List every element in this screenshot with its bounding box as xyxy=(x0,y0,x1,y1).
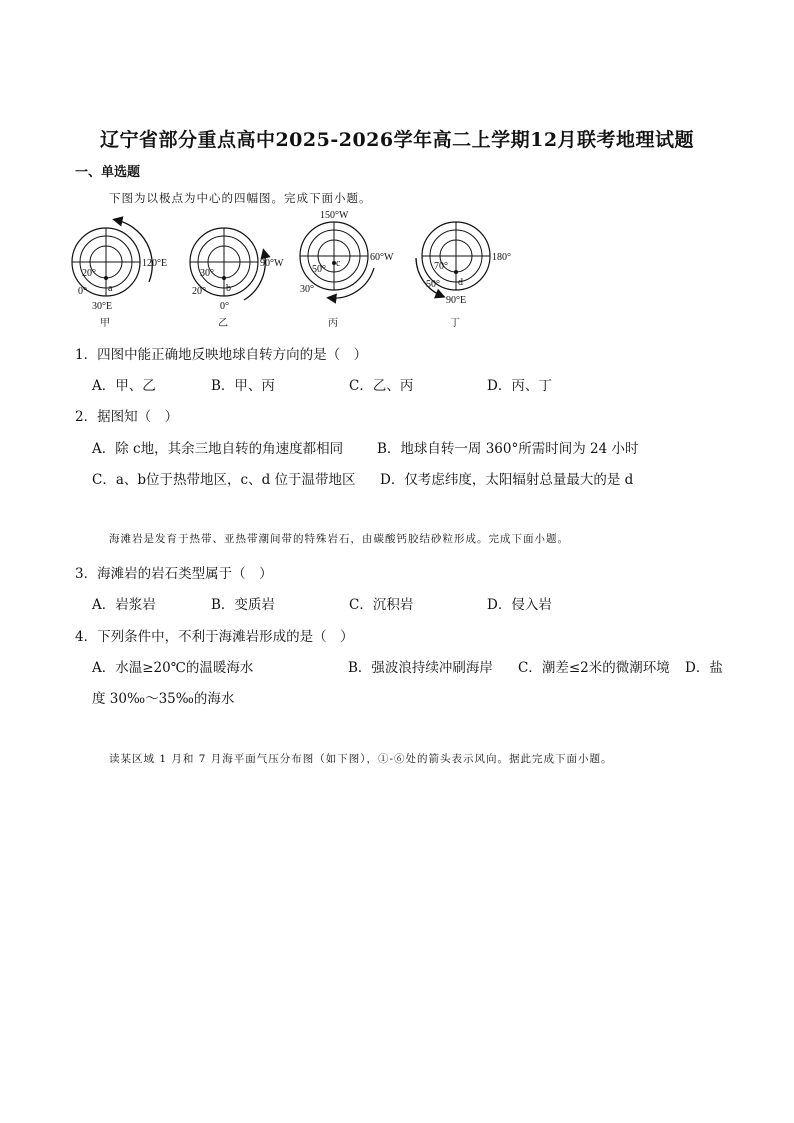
yi-point: b xyxy=(226,283,231,294)
q3-option-d: D．侵入岩 xyxy=(487,597,552,613)
jia-lon-bottom: 30°E xyxy=(92,301,113,312)
diagram-yi xyxy=(190,228,284,329)
jia-point: a xyxy=(108,283,113,294)
jia-lon-right: 120°E xyxy=(142,258,168,269)
intro-text-3: 读某区域 1 月和 7 月海平面气压分布图（如下图），①-⑥处的箭头表示风向。据此完成下面小题。 xyxy=(109,753,613,765)
question-3: 3．海滩岩的岩石类型属于（ ） xyxy=(75,566,273,582)
bing-lat2: 30° xyxy=(300,284,314,295)
yi-lat2: 20° xyxy=(192,286,206,297)
diagram-ding xyxy=(416,222,511,329)
yi-caption: 乙 xyxy=(218,318,228,329)
q2-option-b: B．地球自转一周 360°所需时间为 24 小时 xyxy=(377,441,639,457)
q1-option-d: D．丙、丁 xyxy=(487,378,552,394)
diagram-jia xyxy=(72,220,167,329)
polar-diagrams xyxy=(60,210,540,340)
section-heading: 一、单选题 xyxy=(75,165,141,180)
q4-option-c: C．潮差≤2米的微潮环境 xyxy=(518,660,670,676)
q4-option-a: A．水温≥20℃的温暖海水 xyxy=(92,660,254,676)
q1-option-c: C．乙、丙 xyxy=(349,378,414,394)
q3-option-a: A．岩浆岩 xyxy=(92,597,156,613)
q4-option-b: B．强波浪持续冲刷海岸 xyxy=(348,660,493,676)
q3-option-b: B．变质岩 xyxy=(211,597,275,613)
intro-text-2: 海滩岩是发育于热带、亚热带潮间带的特殊岩石，由碳酸钙胶结砂粒形成。完成下面小题。 xyxy=(109,533,569,545)
question-2: 2．据图知（ ） xyxy=(75,409,179,425)
question-4: 4．下列条件中，不利于海滩岩形成的是（ ） xyxy=(75,629,354,645)
intro-text-1: 下图为以极点为中心的四幅图。完成下面小题。 xyxy=(109,191,372,205)
ding-lat2: 50° xyxy=(426,279,440,290)
q2-option-a: A．除 c地，其余三地自转的角速度都相同 xyxy=(92,441,344,457)
diagram-bing xyxy=(300,210,394,329)
jia-lat1: 20° xyxy=(82,268,96,279)
ding-lon-bottom: 90°E xyxy=(446,295,467,306)
question-1: 1．四图中能正确地反映地球自转方向的是（ ） xyxy=(75,347,368,363)
q4-option-d-continued: 度 30‰～35‰的海水 xyxy=(92,691,235,707)
ding-caption: 丁 xyxy=(450,318,460,329)
bing-point: c xyxy=(336,258,341,269)
polar-diagrams-svg xyxy=(60,210,540,340)
bing-lat1: 50° xyxy=(312,264,326,275)
yi-lon-bottom: 0° xyxy=(220,301,229,312)
ding-lon-right: 180° xyxy=(492,252,511,263)
bing-caption: 丙 xyxy=(328,318,338,329)
ding-point: d xyxy=(458,277,463,288)
q1-option-b: B．甲、丙 xyxy=(211,378,275,394)
q2-option-d: D．仅考虑纬度，太阳辐射总量最大的是 d xyxy=(380,472,634,488)
yi-lon-right: 90°W xyxy=(260,258,284,269)
ding-lat1: 70° xyxy=(434,261,448,272)
q3-option-c: C．沉积岩 xyxy=(349,597,414,613)
yi-lat1: 30° xyxy=(200,268,214,279)
bing-lon-right: 60°W xyxy=(370,252,394,263)
jia-caption: 甲 xyxy=(100,318,110,329)
page-title: 辽宁省部分重点高中2025-2026学年高二上学期12月联考地理试题 xyxy=(99,129,695,151)
q4-option-d: D．盐 xyxy=(685,660,723,676)
jia-lat2: 0° xyxy=(78,286,87,297)
bing-lon-top: 150°W xyxy=(320,210,349,221)
q2-option-c: C．a、b位于热带地区，c、d 位于温带地区 xyxy=(92,472,356,488)
q1-option-a: A．甲、乙 xyxy=(92,378,156,394)
